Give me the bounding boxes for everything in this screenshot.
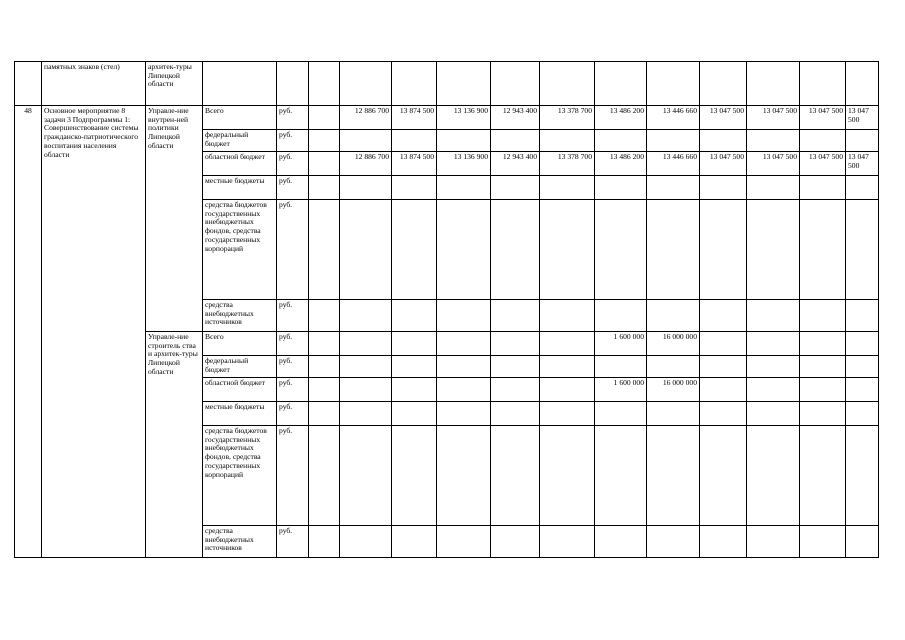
value-cell (747, 378, 800, 402)
value-cell (647, 130, 700, 152)
value-cell (340, 200, 392, 300)
value-cell (392, 130, 437, 152)
unit-cell (277, 62, 309, 106)
unit-cell: руб. (277, 356, 309, 378)
value-cell: 13 047 500 (747, 152, 800, 176)
value-cell (647, 526, 700, 558)
value-cell (595, 62, 647, 106)
value-cell (540, 526, 595, 558)
value-cell: 13 047 500 (700, 106, 747, 130)
value-cell: 13 446 660 (647, 106, 700, 130)
source-cell: федеральный бюджет (203, 356, 277, 378)
value-cell (437, 526, 491, 558)
value-cell (846, 300, 879, 332)
value-cell (437, 130, 491, 152)
value-cell (309, 526, 340, 558)
value-cell (437, 200, 491, 300)
value-cell (437, 300, 491, 332)
value-cell (747, 526, 800, 558)
value-cell (491, 130, 540, 152)
value-cell (491, 62, 540, 106)
value-cell (595, 130, 647, 152)
value-cell (700, 62, 747, 106)
value-cell (392, 332, 437, 356)
value-cell (846, 332, 879, 356)
value-cell (747, 62, 800, 106)
unit-cell: руб. (277, 130, 309, 152)
value-cell (700, 300, 747, 332)
value-cell (437, 332, 491, 356)
source-cell: местные бюджеты (203, 176, 277, 200)
value-cell (491, 426, 540, 526)
value-cell (595, 200, 647, 300)
source-cell: федеральный бюджет (203, 130, 277, 152)
value-cell (309, 402, 340, 426)
value-cell: 12 943 400 (491, 152, 540, 176)
executor-cell: Управле-ние внутрен-ней политики Липецкой области (146, 106, 203, 332)
value-cell (846, 356, 879, 378)
row-number-cell (15, 62, 42, 106)
value-cell: 13 446 660 (647, 152, 700, 176)
value-cell (437, 426, 491, 526)
value-cell (647, 356, 700, 378)
value-cell (647, 426, 700, 526)
value-cell (491, 300, 540, 332)
value-cell (392, 356, 437, 378)
unit-cell: руб. (277, 426, 309, 526)
unit-cell: руб. (277, 106, 309, 130)
executor-cell: архитек-туры Липецкой области (146, 62, 203, 106)
value-cell (846, 526, 879, 558)
value-cell (340, 402, 392, 426)
value-cell (595, 300, 647, 332)
value-cell (392, 176, 437, 200)
value-cell (800, 62, 846, 106)
value-cell: 13 136 900 (437, 152, 491, 176)
value-cell (800, 176, 846, 200)
source-cell: средства внебюджетных источников (203, 526, 277, 558)
value-cell (700, 426, 747, 526)
unit-cell: руб. (277, 300, 309, 332)
unit-cell: руб. (277, 176, 309, 200)
value-cell (846, 200, 879, 300)
table-row (15, 106, 879, 130)
value-cell (340, 426, 392, 526)
value-cell (309, 106, 340, 130)
value-cell (700, 332, 747, 356)
value-cell (595, 426, 647, 526)
row-number-cell: 48 (15, 106, 42, 558)
value-cell (340, 300, 392, 332)
value-cell (747, 200, 800, 300)
unit-cell: руб. (277, 378, 309, 402)
value-cell (800, 426, 846, 526)
value-cell: 13 047 500 (800, 106, 846, 130)
value-cell (491, 176, 540, 200)
executor-cell: Управле-ние строитель ства и архитек-туры Липецкой области (146, 332, 203, 558)
value-cell (540, 332, 595, 356)
value-cell (595, 176, 647, 200)
value-cell (800, 526, 846, 558)
value-cell (491, 402, 540, 426)
value-cell (540, 426, 595, 526)
value-cell (700, 176, 747, 200)
activity-cell: памятных знаков (стел) (42, 62, 146, 106)
value-cell: 13 486 200 (595, 106, 647, 130)
value-cell (437, 176, 491, 200)
value-cell: 12 943 400 (491, 106, 540, 130)
value-cell: 12 886 700 (340, 106, 392, 130)
value-cell (540, 62, 595, 106)
value-cell (392, 200, 437, 300)
value-cell (540, 176, 595, 200)
value-cell (309, 300, 340, 332)
value-cell: 13 047 500 (747, 106, 800, 130)
value-cell (309, 356, 340, 378)
value-cell (309, 62, 340, 106)
source-cell: областной бюджет (203, 378, 277, 402)
value-cell (309, 378, 340, 402)
value-cell (309, 332, 340, 356)
source-cell: средства бюджетов государственных внебюджетных фондов, средства государственных корпораций (203, 200, 277, 300)
value-cell: 1 600 000 (595, 378, 647, 402)
source-cell: Всего (203, 332, 277, 356)
value-cell (747, 426, 800, 526)
value-cell (846, 402, 879, 426)
value-cell (647, 176, 700, 200)
value-cell (309, 130, 340, 152)
value-cell (700, 402, 747, 426)
value-cell (491, 200, 540, 300)
value-cell (540, 402, 595, 426)
value-cell (309, 426, 340, 526)
value-cell: 13 047 500 (846, 106, 879, 130)
value-cell (800, 332, 846, 356)
value-cell (700, 526, 747, 558)
value-cell (540, 200, 595, 300)
value-cell (647, 300, 700, 332)
value-cell: 13 378 700 (540, 152, 595, 176)
budget-table (14, 61, 879, 558)
unit-cell: руб. (277, 200, 309, 300)
value-cell: 13 874 500 (392, 106, 437, 130)
value-cell (491, 526, 540, 558)
value-cell (700, 200, 747, 300)
source-cell (203, 62, 277, 106)
value-cell: 13 378 700 (540, 106, 595, 130)
source-cell: областной бюджет (203, 152, 277, 176)
activity-cell: Основное мероприятие 8 задачи 3 Подпрограммы 1: Совершенствование системы гражданско-патриотического воспитания населения области (42, 106, 146, 558)
value-cell (540, 300, 595, 332)
unit-cell: руб. (277, 526, 309, 558)
value-cell (540, 356, 595, 378)
value-cell (800, 356, 846, 378)
value-cell (437, 402, 491, 426)
source-cell: Всего (203, 106, 277, 130)
value-cell (340, 332, 392, 356)
value-cell (595, 526, 647, 558)
value-cell: 12 886 700 (340, 152, 392, 176)
value-cell (800, 402, 846, 426)
value-cell (846, 426, 879, 526)
value-cell: 13 047 500 (846, 152, 879, 176)
table-row-prev (15, 62, 879, 106)
source-cell: средства бюджетов государственных внебюджетных фондов, средства государственных корпораций (203, 426, 277, 526)
value-cell (340, 62, 392, 106)
value-cell (309, 200, 340, 300)
value-cell (392, 526, 437, 558)
value-cell (540, 378, 595, 402)
value-cell (747, 130, 800, 152)
value-cell (309, 152, 340, 176)
value-cell (340, 176, 392, 200)
value-cell (700, 356, 747, 378)
value-cell (647, 402, 700, 426)
value-cell: 13 486 200 (595, 152, 647, 176)
value-cell (647, 200, 700, 300)
value-cell (846, 378, 879, 402)
value-cell (800, 300, 846, 332)
value-cell (340, 130, 392, 152)
value-cell (392, 426, 437, 526)
value-cell (540, 130, 595, 152)
value-cell (309, 176, 340, 200)
value-cell (340, 526, 392, 558)
value-cell (846, 62, 879, 106)
value-cell: 13 874 500 (392, 152, 437, 176)
value-cell (491, 332, 540, 356)
source-cell: местные бюджеты (203, 402, 277, 426)
value-cell (437, 356, 491, 378)
value-cell (491, 378, 540, 402)
value-cell (392, 300, 437, 332)
value-cell (747, 176, 800, 200)
value-cell (700, 130, 747, 152)
value-cell: 1 600 000 (595, 332, 647, 356)
value-cell (595, 356, 647, 378)
unit-cell: руб. (277, 402, 309, 426)
source-cell: средства внебюджетных источников (203, 300, 277, 332)
value-cell (846, 176, 879, 200)
value-cell (800, 130, 846, 152)
value-cell (800, 378, 846, 402)
value-cell (392, 378, 437, 402)
value-cell (747, 332, 800, 356)
value-cell (647, 62, 700, 106)
value-cell (392, 62, 437, 106)
value-cell (747, 402, 800, 426)
value-cell (800, 200, 846, 300)
value-cell (437, 378, 491, 402)
value-cell: 13 136 900 (437, 106, 491, 130)
unit-cell: руб. (277, 152, 309, 176)
value-cell: 13 047 500 (700, 152, 747, 176)
value-cell (340, 378, 392, 402)
value-cell (392, 402, 437, 426)
value-cell: 13 047 500 (800, 152, 846, 176)
value-cell (747, 356, 800, 378)
unit-cell: руб. (277, 332, 309, 356)
value-cell: 16 000 000 (647, 378, 700, 402)
value-cell (595, 402, 647, 426)
value-cell (491, 356, 540, 378)
value-cell: 16 000 000 (647, 332, 700, 356)
budget-table-body (15, 62, 879, 558)
value-cell (340, 356, 392, 378)
value-cell (747, 300, 800, 332)
value-cell (437, 62, 491, 106)
value-cell (846, 130, 879, 152)
value-cell (700, 378, 747, 402)
